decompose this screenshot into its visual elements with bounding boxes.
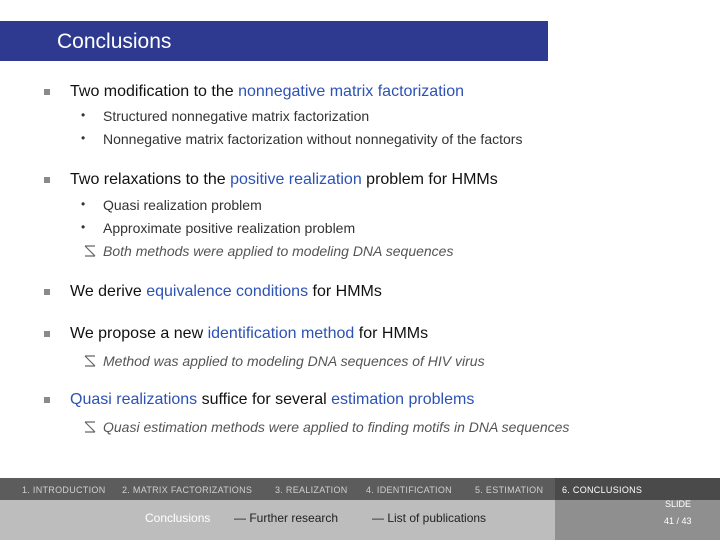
nav-section-conclusions[interactable]: 6. CONCLUSIONS	[562, 485, 643, 495]
dot-bullet-icon: •	[81, 131, 86, 145]
nav-section-estimation[interactable]: 5. ESTIMATION	[475, 485, 544, 495]
nav-subsection-further-research[interactable]: — Further research	[234, 511, 339, 525]
main-bullet-5: Quasi realizations suffice for several estimation problems	[70, 391, 475, 408]
main-bullet-1: Two modification to the nonnegative matrix factorization	[70, 83, 464, 100]
slide-counter-box	[555, 500, 720, 540]
note-2: Method was applied to modeling DNA sequences of HIV virus	[103, 353, 485, 369]
sub-bullet-4: Approximate positive realization problem	[103, 220, 356, 236]
main-bullet-4: We propose a new identification method for HMMs	[70, 325, 429, 342]
sub-bullet-2: Nonnegative matrix factorization without nonnegativity of the factors	[103, 131, 523, 147]
dot-bullet-icon: •	[81, 220, 86, 234]
nav-section-realization[interactable]: 3. REALIZATION	[275, 485, 348, 495]
note-1: Both methods were applied to modeling DNA sequences	[103, 243, 454, 259]
nav-subsection-publications[interactable]: — List of publications	[372, 511, 487, 525]
note-3: Quasi estimation methods were applied to finding motifs in DNA sequences	[103, 419, 570, 435]
square-bullet-icon	[44, 289, 50, 295]
nav-section-matrix-factorizations[interactable]: 2. MATRIX FACTORIZATIONS	[122, 485, 253, 495]
main-bullet-2: Two relaxations to the positive realization problem for HMMs	[70, 171, 498, 188]
slide-number: 41 / 43	[664, 516, 692, 526]
dot-bullet-icon: •	[81, 108, 86, 122]
sub-bullet-1: Structured nonnegative matrix factorization	[103, 108, 370, 124]
square-bullet-icon	[44, 331, 50, 337]
sub-bullet-3: Quasi realization problem	[103, 197, 262, 213]
square-bullet-icon	[44, 177, 50, 183]
arrow-bullet-icon	[84, 421, 96, 433]
arrow-bullet-icon	[84, 245, 96, 257]
square-bullet-icon	[44, 89, 50, 95]
slide-label: SLIDE	[665, 499, 692, 509]
nav-section-introduction[interactable]: 1. INTRODUCTION	[22, 485, 106, 495]
nav-section-identification[interactable]: 4. IDENTIFICATION	[366, 485, 452, 495]
slide-title: Conclusions	[57, 30, 172, 53]
nav-subsection-conclusions[interactable]: Conclusions	[145, 511, 211, 525]
arrow-bullet-icon	[84, 355, 96, 367]
dot-bullet-icon: •	[81, 197, 86, 211]
square-bullet-icon	[44, 397, 50, 403]
main-bullet-3: We derive equivalence conditions for HMMs	[70, 283, 382, 300]
